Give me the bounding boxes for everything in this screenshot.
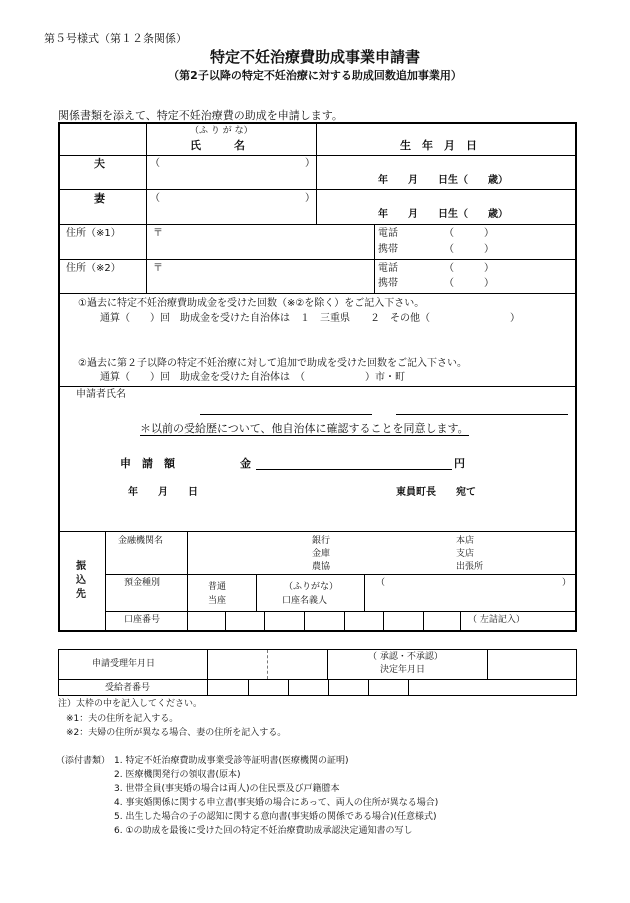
decision-date-field[interactable] <box>488 651 575 678</box>
received-date-label: 申請受理年月日 <box>92 659 156 669</box>
deposit-type-current[interactable]: 当座 <box>208 596 227 606</box>
husband-name-field[interactable] <box>150 170 310 186</box>
wife-birthdate[interactable]: 年 月 日生（ 歳） <box>378 209 508 220</box>
husband-name-close: ） <box>305 158 315 169</box>
question1-answer[interactable]: 通算（ ）回 助成金を受けた自治体は １ 三重県 ２ その他（ ） <box>100 313 520 324</box>
address2-mobile-label: 携帯 <box>378 278 398 289</box>
furigana-label: （ふ り が な） <box>190 126 253 136</box>
holder-name-field[interactable] <box>384 578 554 608</box>
attachment-item: 4. 事実婚関係に関する申立書(事実婚の場合にあって、両人の住所が異なる場合) <box>114 798 439 808</box>
consent-statement: ＊以前の受給歴について、他自治体に確認することを同意します。 <box>140 422 469 435</box>
bank-type-ja[interactable]: 農協 <box>312 562 331 572</box>
account-number-field[interactable] <box>188 612 460 630</box>
page-subtitle: （第2子以降の特定不妊治療に対する助成回数追加事業用） <box>168 69 462 82</box>
left-align-note: （ 左詰記入） <box>468 615 525 625</box>
branch-type-office[interactable]: 出張所 <box>456 562 484 572</box>
address1-mobile-label: 携帯 <box>378 244 398 255</box>
address1-postal[interactable]: 〒 <box>153 228 163 239</box>
address1-phone-field[interactable]: （ ） <box>444 228 494 239</box>
wife-name-open: （ <box>150 193 160 204</box>
holder-name-open: （ <box>376 578 386 588</box>
wife-name-field[interactable] <box>150 205 310 221</box>
name-header: 氏 名 <box>190 139 245 152</box>
decision-date-label: 決定年月日 <box>380 665 426 675</box>
holder-name-close: ） <box>562 578 572 588</box>
address2-label: 住所（※2） <box>66 263 121 274</box>
address1-label: 住所（※1） <box>66 228 121 239</box>
attachment-item: 1. 特定不妊治療費助成事業受診等証明書(医療機関の証明) <box>114 756 349 766</box>
note-2: ※2：夫婦の住所が異なる場合、妻の住所を記入する。 <box>66 728 287 738</box>
attachment-item: 6. ①の助成を最後に受けた回の特定不妊治療費助成承認決定通知書の写し <box>114 826 413 836</box>
account-number-label: 口座番号 <box>124 615 161 625</box>
form-number: 第５号様式（第１２条関係） <box>44 32 187 45</box>
husband-label: 夫 <box>94 157 105 170</box>
wife-name-close: ） <box>305 193 315 204</box>
attachments-label: （添付書類） <box>56 756 111 766</box>
transfer-label: 振込先 <box>76 561 86 600</box>
note-1: ※1：夫の住所を記入する。 <box>66 714 179 724</box>
address2-phone-field[interactable]: （ ） <box>444 263 494 274</box>
addressee: 東員町長 宛て <box>396 487 476 498</box>
bold-border-note: 注）太枠の中を記入してください。 <box>58 699 203 709</box>
amount-field[interactable] <box>256 469 452 470</box>
page-title: 特定不妊治療費助成事業申請書 <box>209 48 420 66</box>
question2-text: ②過去に第２子以降の特定不妊治療に対して追加で助成を受けた回数をご記入下さい。 <box>78 358 467 369</box>
attachment-item: 3. 世帯全員(事実婚の場合は両人)の住民票及び戸籍謄本 <box>114 784 340 794</box>
deposit-type-label: 預金種別 <box>124 578 161 588</box>
question2-answer[interactable]: 通算（ ）回 助成金を受けた自治体は （ ）市・町 <box>100 372 405 383</box>
bank-type-shinkin[interactable]: 金庫 <box>312 549 331 559</box>
address2-phone-label: 電話 <box>378 263 398 274</box>
attachment-item: 2. 医療機関発行の領収書(原本) <box>114 770 241 780</box>
birthdate-header: 生 年 月 日 <box>400 139 477 152</box>
husband-name-open: （ <box>150 158 160 169</box>
branch-type-branch[interactable]: 支店 <box>456 549 475 559</box>
branch-type-main[interactable]: 本店 <box>456 536 475 546</box>
holder-label: 口座名義人 <box>282 596 328 606</box>
address1-mobile-field[interactable]: （ ） <box>444 244 494 255</box>
attachment-item: 5. 出生した場合の子の認知に関する意向書(事実婚の関係である場合)(任意様式) <box>114 812 437 822</box>
amount-yen: 円 <box>454 457 465 470</box>
question1-text: ①過去に特定不妊治療費助成金を受けた回数（※②を除く）をご記入下さい。 <box>78 298 425 309</box>
address1-phone-label: 電話 <box>378 228 398 239</box>
holder-furigana-label: （ふりがな） <box>284 582 339 592</box>
address2-mobile-field[interactable]: （ ） <box>444 278 494 289</box>
husband-birthdate[interactable]: 年 月 日生（ 歳） <box>378 175 508 186</box>
amount-kin: 金 <box>240 457 251 470</box>
address2-postal[interactable]: 〒 <box>153 263 163 274</box>
applicant-name-line-1[interactable] <box>200 414 372 415</box>
amount-label: 申 請 額 <box>120 457 175 470</box>
application-date[interactable]: 年 月 日 <box>128 487 198 498</box>
recipient-number-label: 受給者番号 <box>105 683 151 693</box>
applicant-name-label: 申請者氏名 <box>76 389 126 400</box>
recipient-number-field[interactable] <box>208 680 408 695</box>
bank-type-bank[interactable]: 銀行 <box>312 536 331 546</box>
wife-label: 妻 <box>94 192 105 205</box>
received-date-field[interactable] <box>208 651 326 678</box>
intro-text: 関係書類を添えて、特定不妊治療費の助成を申請します。 <box>58 109 343 122</box>
approval-label: （ 承認・不承認） <box>368 652 443 662</box>
applicant-name-line-2[interactable] <box>396 414 568 415</box>
bank-name-label: 金融機関名 <box>118 536 164 546</box>
deposit-type-ordinary[interactable]: 普通 <box>208 582 227 592</box>
